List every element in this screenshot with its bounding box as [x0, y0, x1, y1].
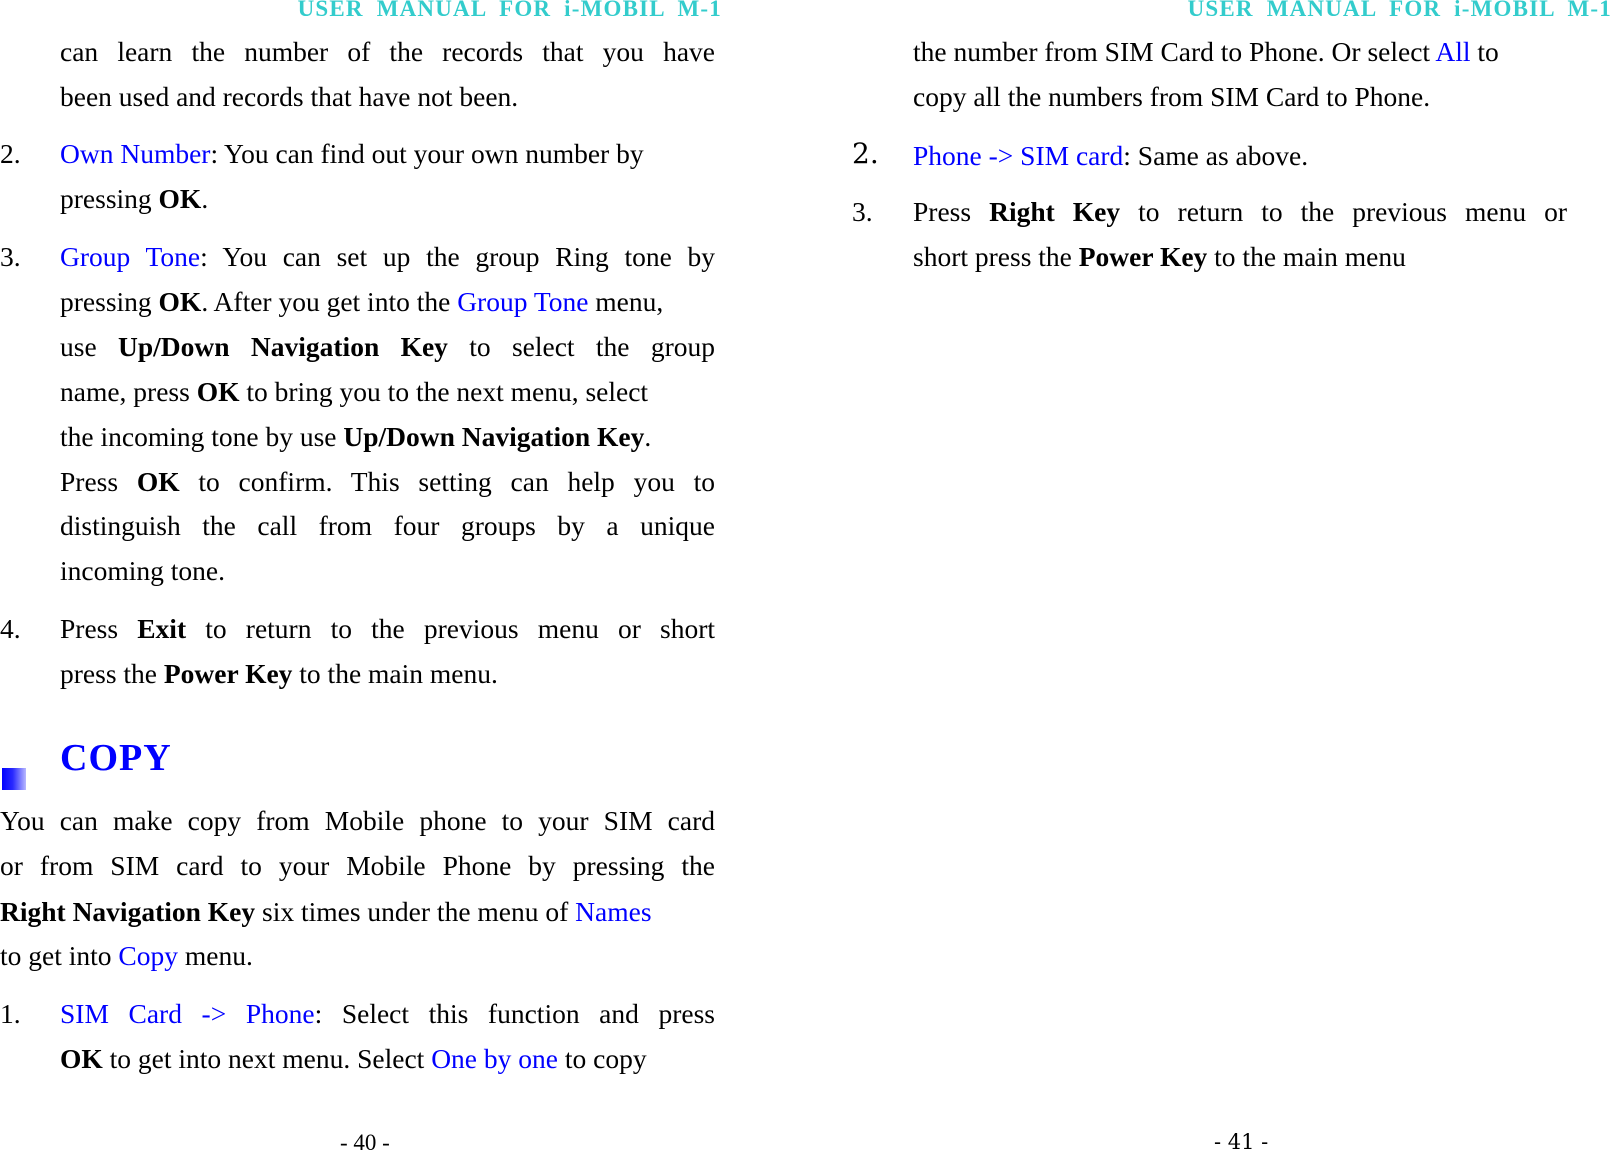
term-sim-to-phone: SIM Card -> Phone [60, 998, 315, 1029]
item-text: . [201, 183, 209, 214]
cont-line-2: copy all the numbers from SIM Card to Phone. [913, 81, 1431, 112]
term-own-number: Own Number [60, 138, 211, 169]
copy-para-line-3 [0, 897, 715, 927]
item-text: to the main menu. [292, 658, 498, 689]
item-text: to return to the previous menu or short [186, 613, 716, 644]
item-text: pressing [60, 286, 159, 317]
term-names: Names [575, 896, 652, 927]
item-text: . [644, 421, 652, 452]
group-tone-line-3 [60, 332, 715, 362]
list-number: 1. [0, 998, 21, 1029]
item-text: menu. [178, 940, 253, 971]
intro-line-2: been used and records that have not been. [60, 81, 519, 112]
list-item-right-key-cont [913, 242, 1406, 272]
copy-para-line-4 [0, 941, 253, 971]
list-item-sim-to-phone-cont [60, 1044, 647, 1074]
running-header: USER MANUAL FOR i-MOBIL M-1 [297, 0, 722, 21]
list-item-phone-to-sim [913, 141, 1308, 171]
group-tone-line-2 [60, 287, 663, 317]
list-number: 4. [0, 613, 21, 644]
page-41 [852, 0, 1612, 1168]
item-text: use [60, 331, 118, 362]
term-group-tone: Group Tone [457, 286, 589, 317]
item-text: to bring you to the next menu, select [239, 376, 649, 407]
running-header: USER MANUAL FOR i-MOBIL M-1 [1187, 0, 1612, 21]
group-tone-line-4 [60, 377, 648, 407]
item-text: six times under the menu of [255, 896, 576, 927]
item-text: Press [60, 466, 137, 497]
list-item-sim-to-phone [60, 999, 715, 1029]
page-number: - 40 - [340, 1130, 390, 1155]
item-text: to get into [0, 940, 119, 971]
key-up-down-nav: Up/Down Navigation Key [118, 331, 448, 362]
list-item-right-key [913, 197, 1567, 227]
term-phone-to-sim: Phone -> SIM card [913, 140, 1124, 171]
group-tone-line-6 [60, 467, 715, 497]
key-up-down-nav: Up/Down Navigation Key [343, 421, 645, 452]
term-group-tone: Group Tone [60, 241, 201, 272]
list-item-group-tone [60, 242, 715, 272]
item-text: Press [913, 196, 990, 227]
term-copy: Copy [118, 940, 178, 971]
item-text: name, press [60, 376, 197, 407]
copy-para-line-2: or from SIM card to your Mobile Phone by pressing the [0, 850, 715, 881]
list-item-own-number [60, 139, 715, 169]
key-right-nav: Right Navigation Key [0, 896, 256, 927]
term-all: All [1435, 36, 1471, 67]
list-item-exit [60, 614, 715, 644]
list-number: 2. [852, 137, 879, 170]
item-text: to the main menu [1207, 241, 1406, 272]
group-tone-line-7: distinguish the call from four groups by a unique [60, 510, 715, 541]
list-item-exit-cont [60, 659, 498, 689]
item-text: : Same as above. [1123, 140, 1309, 171]
item-text: pressing [60, 183, 159, 214]
item-text: press the [60, 658, 164, 689]
key-exit: Exit [137, 613, 187, 644]
copy-para-line-1: You can make copy from Mobile phone to your SIM card [0, 805, 715, 836]
item-text: . After you get into the [201, 286, 458, 317]
key-ok: OK [158, 286, 202, 317]
cont-line-1 [913, 37, 1499, 67]
item-text: to confirm. This setting can help you to [179, 466, 715, 497]
list-number: 3. [0, 241, 21, 272]
group-tone-line-8: incoming tone. [60, 555, 225, 586]
item-text: to select the group [447, 331, 715, 362]
item-text: the incoming tone by use [60, 421, 344, 452]
term-one-by-one: One by one [431, 1043, 558, 1074]
item-text: short press the [913, 241, 1079, 272]
item-text: to get into next menu. Select [102, 1043, 432, 1074]
key-ok: OK [196, 376, 240, 407]
key-right: Right Key [989, 196, 1121, 227]
key-ok: OK [60, 1043, 103, 1074]
key-ok: OK [136, 466, 180, 497]
key-power: Power Key [1078, 241, 1208, 272]
item-text: : Select this function and press [314, 998, 715, 1029]
section-bullet-icon [2, 768, 26, 790]
item-text: to copy [557, 1043, 647, 1074]
item-text: to [1470, 36, 1499, 67]
item-text: the number from SIM Card to Phone. Or select [913, 36, 1436, 67]
key-ok: OK [158, 183, 202, 214]
list-item-own-number-cont [60, 184, 208, 214]
list-number: 3. [852, 196, 873, 227]
item-text: to return to the previous menu or [1120, 196, 1567, 227]
group-tone-line-5 [60, 422, 651, 452]
list-number: 2. [0, 138, 21, 169]
item-text: : You can find out your own number by [210, 138, 644, 169]
item-text: : You can set up the group Ring tone by [200, 241, 715, 272]
section-heading-copy: COPY [60, 737, 172, 779]
page-number: - 41 - [1214, 1130, 1269, 1154]
key-power: Power Key [163, 658, 293, 689]
intro-line-1: can learn the number of the records that you have [60, 36, 715, 67]
page-40 [0, 0, 740, 1168]
item-text: Press [60, 613, 138, 644]
item-text: menu, [588, 286, 664, 317]
